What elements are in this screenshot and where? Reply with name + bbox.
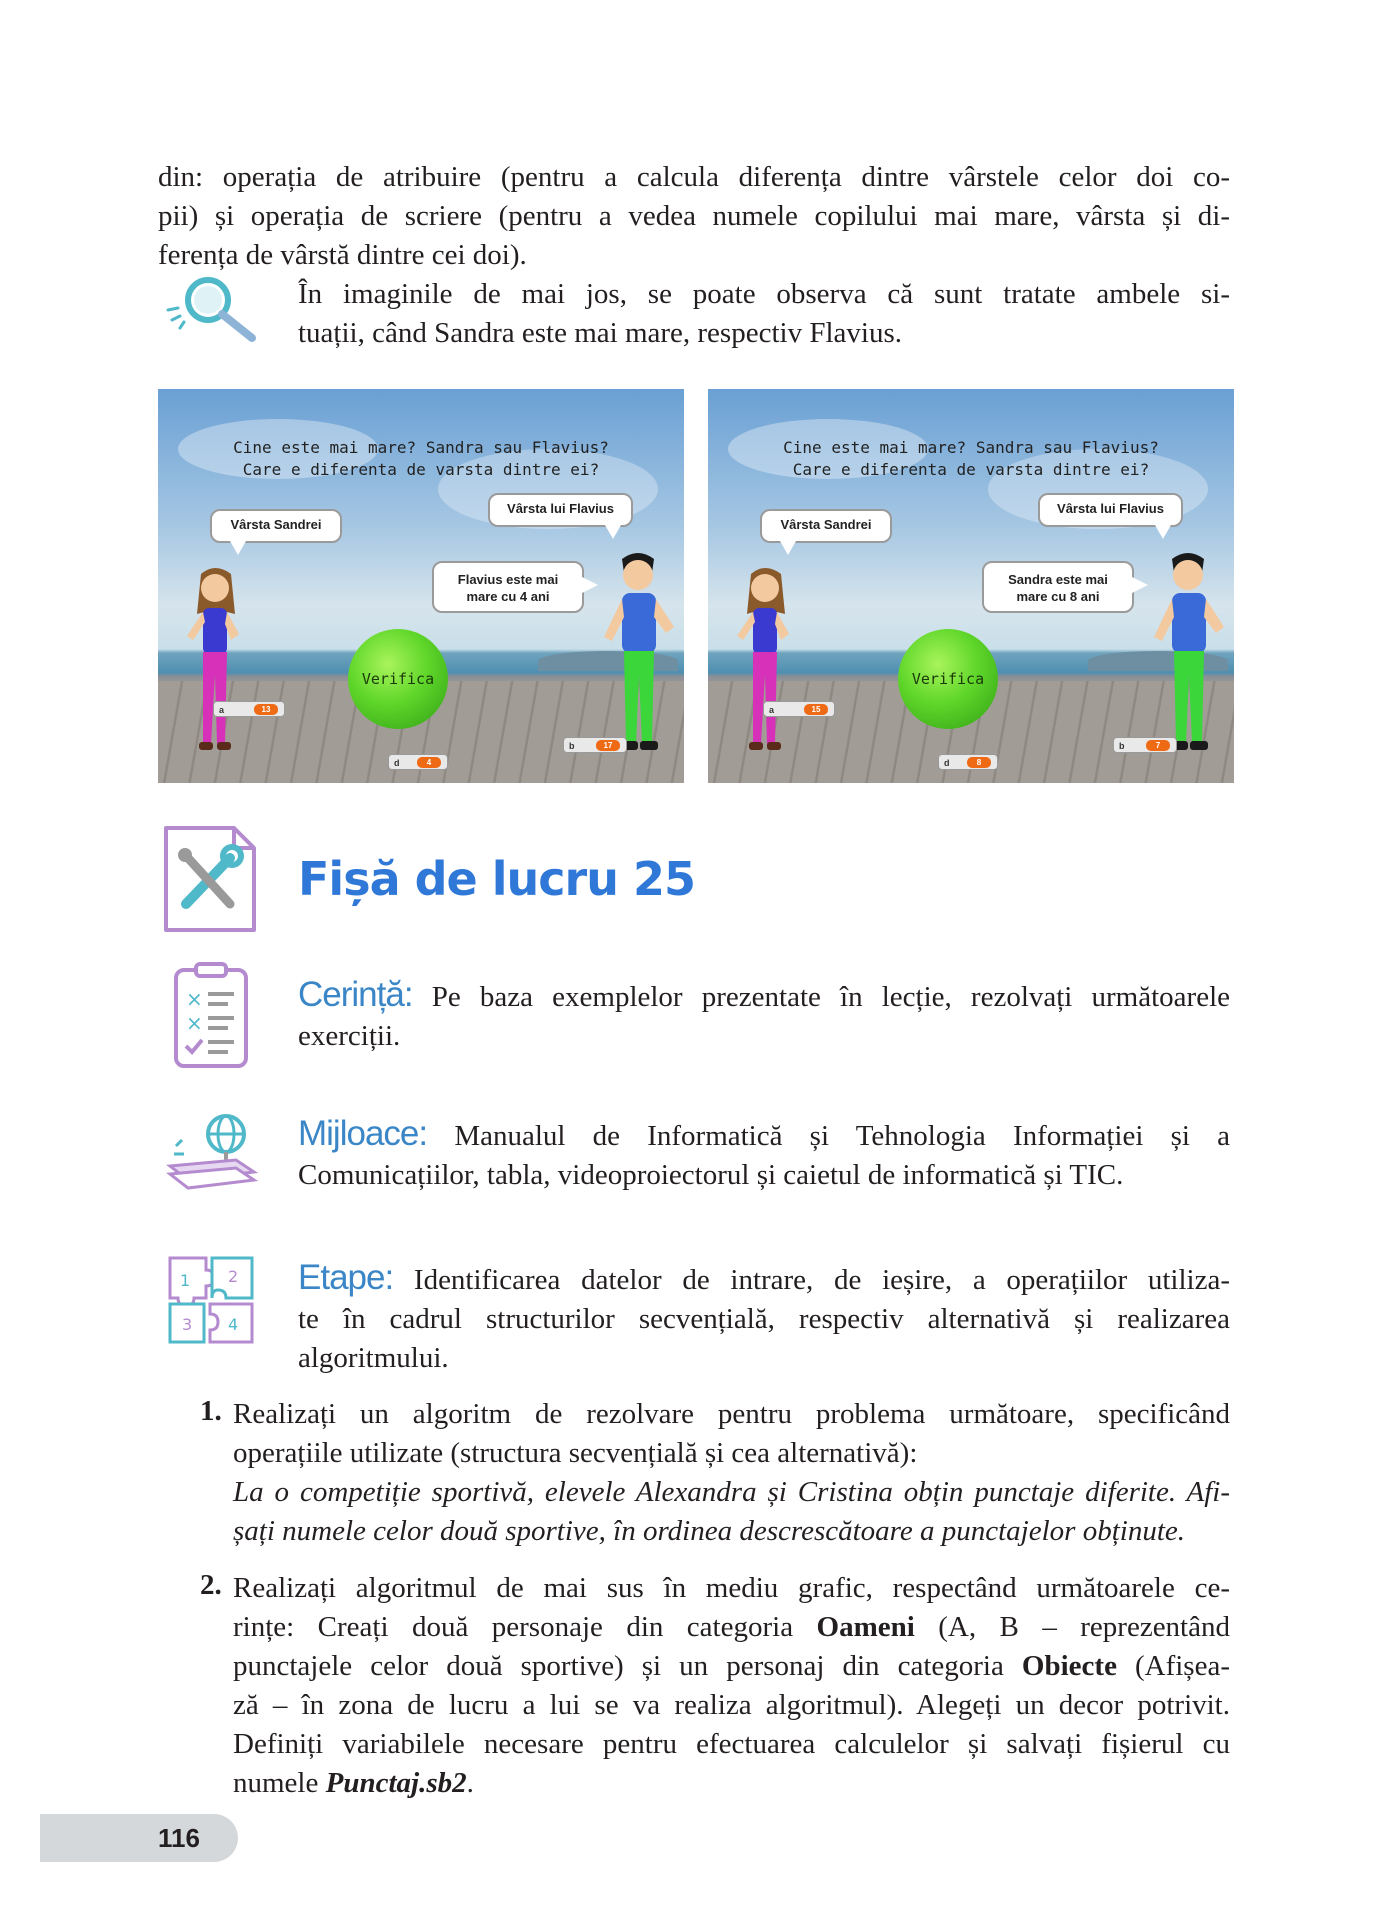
variable-d-monitor <box>388 754 448 770</box>
result-bubble <box>432 561 584 613</box>
exercise-2 <box>233 1569 1230 1803</box>
question-text <box>708 437 1234 481</box>
result-line: Sandra este mai <box>1008 572 1108 587</box>
mijloace-paragraph <box>298 1114 1230 1195</box>
question-text <box>158 437 684 481</box>
exercise-line <box>233 1647 1230 1686</box>
svg-text:×: × <box>186 987 203 1011</box>
svg-text:×: × <box>186 1011 203 1035</box>
cerinta-text: Pe baza exemplelor prezentate în lecție, rezolvați următoarele <box>431 981 1230 1013</box>
variable-value: 8 <box>967 757 991 768</box>
variable-name: d <box>394 758 400 768</box>
sandra-sprite <box>173 564 258 754</box>
page-number: 116 <box>158 1823 200 1853</box>
svg-text:1: 1 <box>180 1271 191 1290</box>
flavius-age-bubble: Vârsta lui Flavius <box>488 493 633 527</box>
category-obiecte: Obiecte <box>1021 1650 1117 1682</box>
question-line: Cine este mai mare? Sandra sau Flavius? <box>233 438 609 457</box>
exercise-text: (A, B – reprezentând <box>914 1611 1230 1643</box>
cerinta-label: Cerință: <box>298 975 413 1014</box>
variable-name: a <box>219 705 225 715</box>
etape-paragraph <box>298 1258 1230 1378</box>
variable-a-monitor <box>213 701 285 717</box>
checklist-icon <box>172 962 250 1070</box>
cerinta-line <box>298 975 1230 1017</box>
intro-paragraph-2 <box>298 275 1230 353</box>
variable-value: 17 <box>596 740 620 751</box>
scratch-screenshot-2 <box>708 389 1234 783</box>
mijloace-text: Manualul de Informatică și Tehnologia Informației și a <box>454 1120 1231 1152</box>
exercise-text: rințe: Creați două personaje din categoria <box>233 1611 817 1643</box>
exercise-line <box>233 1473 1230 1512</box>
flavius-age-bubble: Vârsta lui Flavius <box>1038 493 1183 527</box>
tools-icon <box>160 824 258 936</box>
magnifier-icon <box>160 272 260 344</box>
exercise-line: Realizați un algoritm de rezolvare pentru problema următoare, specificând <box>233 1398 1230 1430</box>
variable-value: 15 <box>804 704 828 715</box>
exercise-number: 2. <box>200 1569 222 1601</box>
exercise-line: operațiile utilizate (structura secvențială și cea alternativă): <box>233 1437 918 1469</box>
sandra-sprite <box>723 564 808 754</box>
mijloace-line: Comunicațiilor, tabla, videoproiectorul și caietul de informatică și TIC. <box>298 1159 1124 1191</box>
variable-name: a <box>769 705 775 715</box>
etape-line: te în cadrul structurilor secvențială, respectiv alternativă și realizarea <box>298 1303 1230 1335</box>
flavius-sprite <box>588 547 684 757</box>
exercise-line <box>233 1512 1230 1551</box>
exercise-italic: șați numele celor două sportive, în ordinea descrescătoare a punctajelor obținute. <box>233 1515 1186 1547</box>
sandra-age-bubble: Vârsta Sandrei <box>760 509 892 543</box>
mijloace-line <box>298 1114 1230 1156</box>
exercise-text: numele <box>233 1767 326 1799</box>
variable-name: d <box>944 758 950 768</box>
exercise-line <box>233 1764 1230 1803</box>
cerinta-line: exerciții. <box>298 1020 401 1052</box>
variable-value: 13 <box>254 704 278 715</box>
intro-line: din: operația de atribuire (pentru a calcula diferența dintre vârstele celor doi co- <box>158 161 1230 193</box>
question-line: Care e diferenta de varsta dintre ei? <box>792 460 1150 479</box>
category-oameni: Oameni <box>816 1611 915 1643</box>
worksheet-title: Fișă de lucru 25 <box>298 852 696 906</box>
sandra-age-bubble: Vârsta Sandrei <box>210 509 342 543</box>
etape-line: algoritmului. <box>298 1342 449 1374</box>
intro-line: În imaginile de mai jos, se poate observa că sunt tratate ambele si- <box>298 278 1230 310</box>
result-line: mare cu 8 ani <box>1016 589 1100 604</box>
exercise-italic: La o competiție sportivă, elevele Alexandra și Cristina obțin punctaje diferite. Afi- <box>233 1476 1230 1508</box>
etape-line <box>298 1258 1230 1300</box>
exercise-line: Realizați algoritmul de mai sus în mediu grafic, respectând următoarele ce- <box>233 1572 1230 1604</box>
puzzle-icon <box>166 1254 256 1346</box>
variable-b-monitor <box>563 737 627 753</box>
file-name: Punctaj.sb2 <box>325 1767 467 1799</box>
intro-line: pii) și operația de scriere (pentru a vedea numele copilului mai mare, vârsta și di- <box>158 200 1230 232</box>
svg-text:2: 2 <box>228 1267 239 1286</box>
page-number-bar <box>40 1814 238 1862</box>
variable-d-monitor <box>938 754 998 770</box>
variable-a-monitor <box>763 701 835 717</box>
svg-text:3: 3 <box>182 1315 193 1334</box>
exercise-text: punctajele celor două sportive) și un personaj din categoria <box>233 1650 1022 1682</box>
svg-text:4: 4 <box>228 1315 239 1334</box>
variable-value: 4 <box>417 757 441 768</box>
exercise-text: (Afișea- <box>1116 1650 1230 1682</box>
exercise-number: 1. <box>200 1395 222 1427</box>
etape-label: Etape: <box>298 1258 394 1297</box>
exercise-line: ză – în zona de lucru a lui se va realiza algoritmul). Alegeți un decor potrivit. <box>233 1689 1230 1721</box>
variable-name: b <box>1119 741 1125 751</box>
exercise-line: Definiți variabilele necesare pentru efectuarea calculelor și salvați fișierul cu <box>233 1728 1230 1760</box>
verifica-button[interactable]: Verifica <box>898 629 998 729</box>
flavius-sprite <box>1138 547 1234 757</box>
result-line: Flavius este mai <box>457 572 559 587</box>
mijloace-label: Mijloace: <box>298 1114 428 1153</box>
globe-books-icon <box>166 1110 258 1194</box>
exercise-1 <box>233 1395 1230 1551</box>
intro-paragraph <box>158 158 1230 275</box>
etape-text: Identificarea datelor de intrare, de ieșire, a operațiilor utiliza- <box>413 1264 1230 1296</box>
result-line: mare cu 4 ani <box>466 589 550 604</box>
intro-line: tuații, când Sandra este mai mare, respectiv Flavius. <box>298 317 902 349</box>
question-line: Care e diferenta de varsta dintre ei? <box>242 460 600 479</box>
variable-b-monitor <box>1113 737 1177 753</box>
intro-line: ferența de vârstă dintre cei doi). <box>158 239 527 271</box>
cerinta-paragraph <box>298 975 1230 1056</box>
question-line: Cine este mai mare? Sandra sau Flavius? <box>783 438 1159 457</box>
variable-value: 7 <box>1146 740 1170 751</box>
exercise-line <box>233 1608 1230 1647</box>
result-bubble <box>982 561 1134 613</box>
verifica-button[interactable]: Verifica <box>348 629 448 729</box>
exercise-text: . <box>466 1767 474 1799</box>
scratch-screenshot-1 <box>158 389 684 783</box>
variable-name: b <box>569 741 575 751</box>
